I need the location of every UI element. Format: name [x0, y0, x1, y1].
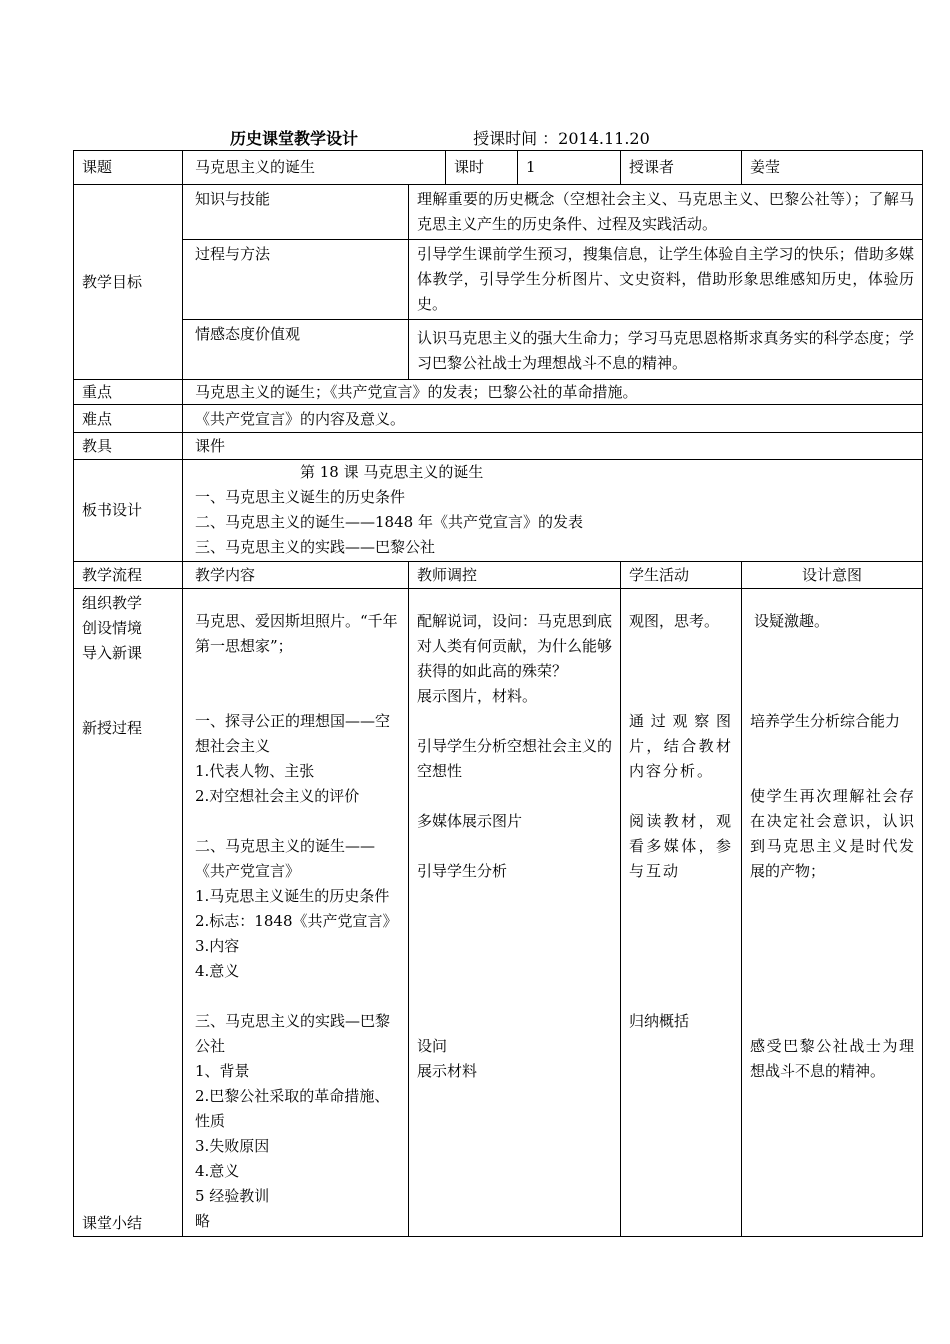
- teacher-p2a: 多媒体展示图片: [417, 812, 523, 830]
- intent-p2: 使学生再次理解社会存在决定社会意识，认识到马克思主义是时代发展的产物；: [750, 787, 915, 880]
- document-title: 历史课堂教学设计: [230, 129, 359, 148]
- board-heading: 第 18 课 马克思主义的诞生: [300, 463, 484, 481]
- lesson-time: 授课时间 ：2014.11.20: [473, 129, 650, 148]
- flow-header: 教学内容: [183, 562, 409, 589]
- intent-p1: 培养学生分析综合能力: [750, 712, 901, 730]
- hours-label: 课时: [446, 151, 518, 185]
- board-line: 三、马克思主义的实践——巴黎公社: [195, 538, 436, 556]
- board-content: [183, 460, 923, 562]
- key-text: 马克思主义的诞生；《共产党宣言》的发表；巴黎公社的革命措施。: [183, 380, 923, 405]
- topic-label: 课题: [74, 151, 183, 185]
- lesson-plan-table: [73, 150, 923, 1237]
- tools-label: 教具: [74, 433, 183, 460]
- flow-header: 学生活动: [621, 562, 742, 589]
- flow-header: 教学流程: [74, 562, 183, 589]
- goal-text: 理解重要的历史概念（空想社会主义、马克思主义、巴黎公社等）；了解马克思主义产生的历史条件、过程及实践活动。: [409, 185, 923, 240]
- difficult-row: [74, 405, 923, 433]
- stage-intro: 组织教学 创设情境 导入新课: [82, 594, 143, 662]
- stage-summary: 课堂小结: [82, 1214, 143, 1232]
- key-row: [74, 380, 923, 405]
- topic-value: 马克思主义的诞生: [183, 151, 446, 185]
- flow-content: [183, 589, 409, 1237]
- teacher-intro: 配解说词，设问：马克思到底对人类有何贡献，为什么能够获得的如此高的殊荣？: [417, 612, 613, 680]
- info-row: [74, 151, 923, 185]
- goal-text: 引导学生课前学生预习，搜集信息，让学生体验自主学习的快乐；借助多媒体教学，引导学生分析图片、文史资料，借助形象思维感知历史，体验历史。: [409, 240, 923, 320]
- stage-new: 新授过程: [82, 719, 143, 737]
- lesson-plan-sheet: [73, 150, 922, 1237]
- content-part1: 一、探寻公正的理想国——空想社会主义 1.代表人物、主张 2.对空想社会主义的评价: [195, 712, 391, 805]
- goal-row-knowledge: [74, 185, 923, 240]
- board-row: [74, 460, 923, 562]
- difficult-label: 难点: [74, 405, 183, 433]
- content-part3: 三、马克思主义的实践—巴黎公社 1、背景 2.巴黎公社采取的革命措施、性质 3.失败原因 4.意义 5 经验教训 略: [195, 1012, 391, 1230]
- flow-stages: [74, 589, 183, 1237]
- teacher-label: 授课者: [621, 151, 742, 185]
- document-header: [230, 128, 830, 150]
- intent-intro: 设疑激趣。: [754, 612, 830, 630]
- student-intro: 观图，思考。: [629, 612, 720, 630]
- teacher-p2b: 引导学生分析: [417, 862, 508, 880]
- content-intro: 马克思、爱因斯坦照片。“千年第一思想家”；: [195, 612, 398, 655]
- hours-value: 1: [518, 151, 621, 185]
- flow-teacher: [409, 589, 621, 1237]
- goal-name: 情感态度价值观: [183, 320, 409, 380]
- flow-student: [621, 589, 742, 1237]
- goal-row-emotion: [74, 320, 923, 380]
- teacher-p1a: 展示图片，材料。: [417, 687, 538, 705]
- flow-header: 教师调控: [409, 562, 621, 589]
- key-label: 重点: [74, 380, 183, 405]
- goals-label: 教学目标: [74, 185, 183, 380]
- board-line: 一、马克思主义诞生的历史条件: [195, 488, 406, 506]
- student-p3: 归纳概括: [629, 1012, 690, 1030]
- flow-intent: [742, 589, 923, 1237]
- goal-name: 过程与方法: [183, 240, 409, 320]
- student-p1: 通过观察图片，结合教材内容分析。: [629, 712, 734, 780]
- flow-header: 设计意图: [742, 562, 923, 589]
- teacher-value: 姜莹: [742, 151, 923, 185]
- board-line: 二、马克思主义的诞生——1848 年《共产党宣言》的发表: [195, 513, 583, 531]
- goal-name: 知识与技能: [183, 185, 409, 240]
- flow-header-row: [74, 562, 923, 589]
- goal-text: 认识马克思主义的强大生命力；学习马克思恩格斯求真务实的科学态度；学习巴黎公社战士为理想战斗不息的精神。: [409, 320, 923, 380]
- flow-body-row: [74, 589, 923, 1237]
- teacher-p3: 设问 展示材料: [417, 1037, 478, 1080]
- content-part2: 二、马克思主义的诞生——《共产党宣言》 1.马克思主义诞生的历史条件 2.标志：1848《共产党宣言》 3.内容 4.意义: [195, 837, 398, 980]
- teacher-p1b: 引导学生分析空想社会主义的空想性: [417, 737, 613, 780]
- tools-row: [74, 433, 923, 460]
- student-p2: 阅读教材，观看多媒体，参与互动: [629, 812, 734, 880]
- board-label: 板书设计: [74, 460, 183, 562]
- tools-text: 课件: [183, 433, 923, 460]
- difficult-text: 《共产党宣言》的内容及意义。: [183, 405, 923, 433]
- goal-row-process: [74, 240, 923, 320]
- intent-p3: 感受巴黎公社战士为理想战斗不息的精神。: [750, 1037, 915, 1080]
